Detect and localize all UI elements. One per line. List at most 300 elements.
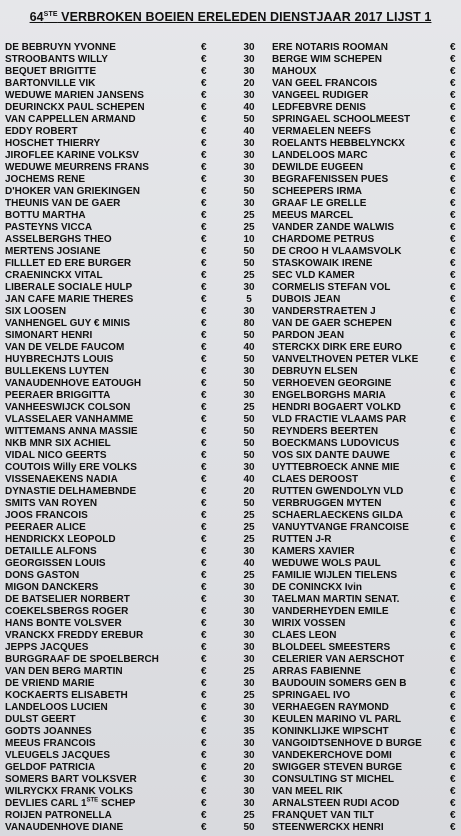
donation-amount: 30 [243, 642, 255, 653]
list-item [5, 462, 271, 474]
donor-name [5, 42, 116, 54]
donor-name [5, 810, 112, 822]
currency-symbol: € [450, 618, 456, 629]
donor-name [5, 354, 113, 366]
list-item [5, 702, 271, 714]
currency-symbol: € [450, 414, 456, 425]
donor-name-text: HANS BONTE VOLSVER [5, 618, 122, 629]
donor-name: VAN GEEL FRANCOIS [272, 78, 378, 89]
donor-name [5, 78, 95, 90]
donor-name: BAUDOUIN SOMERS GEN B [272, 678, 407, 689]
donor-name-text: PEERAER ALICE [5, 522, 86, 533]
list-item [5, 774, 271, 786]
donor-name: STASKOWAIK IRENE [272, 258, 373, 269]
list-item [5, 258, 271, 270]
list-item [5, 810, 271, 822]
donor-name-text: VANAUDENHOVE DIANE [5, 822, 124, 833]
list-item [5, 66, 271, 78]
list-item [5, 390, 271, 402]
donation-amount: 25 [243, 690, 255, 701]
donor-name: FRANQUET VAN TILT [272, 810, 374, 821]
donor-name-text: GODTS JOANNES [5, 726, 92, 737]
donor-name [5, 690, 128, 702]
donor-name-suffix: SCHEP [98, 798, 136, 809]
donor-name: VANDERHEYDEN EMILE [272, 606, 389, 617]
donor-name [5, 450, 107, 462]
currency-symbol: € [450, 318, 456, 329]
donor-name-text: VANAUDENHOVE EATOUGH [5, 378, 142, 389]
list-item [5, 54, 271, 66]
donation-amount: 30 [243, 582, 255, 593]
donor-name [5, 642, 88, 654]
donation-amount: 50 [243, 498, 255, 509]
list-item [5, 150, 271, 162]
donor-name: PARDON JEAN [272, 330, 345, 341]
donation-amount: 50 [243, 414, 255, 425]
list-item [272, 126, 460, 138]
donor-name: SCHEEPERS IRMA [272, 186, 363, 197]
donor-name [5, 270, 103, 282]
donor-name-text: HENDRICKX LEOPOLD [5, 534, 116, 545]
donor-name-text: LIBERALE SOCIALE HULP [5, 282, 133, 293]
donation-amount: 35 [243, 726, 255, 737]
list-item [5, 738, 271, 750]
donor-name: BOECKMANS LUDOVICUS [272, 438, 400, 449]
donor-name [5, 378, 141, 390]
currency-symbol: € [450, 54, 456, 65]
currency-symbol: € [450, 822, 456, 833]
donor-name-text: DEURINCKX PAUL SCHEPEN [5, 102, 145, 113]
donor-name: LANDELOOS MARC [272, 150, 368, 161]
currency-symbol: € [450, 798, 456, 809]
currency-symbol: € [201, 558, 207, 569]
currency-symbol: € [450, 246, 456, 257]
list-item [5, 750, 271, 762]
donor-name: VERMAELEN NEEFS [272, 126, 371, 137]
list-item [5, 342, 271, 354]
donor-name: UYTTEBROECK ANNE MIE [272, 462, 400, 473]
currency-symbol: € [450, 450, 456, 461]
donor-name [5, 150, 139, 162]
list-item [5, 762, 271, 774]
list-item [5, 162, 271, 174]
list-item [5, 654, 271, 666]
donor-name: WIRIX VOSSEN [272, 618, 346, 629]
donor-name-text: VRANCKX FREDDY EREBUR [5, 630, 144, 641]
list-item [272, 318, 460, 330]
list-item [272, 198, 460, 210]
donor-name-text: HUYBRECHJTS LOUIS [5, 354, 114, 365]
currency-symbol: € [201, 714, 207, 725]
currency-symbol: € [201, 330, 207, 341]
list-item [272, 582, 460, 594]
currency-symbol: € [201, 426, 207, 437]
list-item [272, 426, 460, 438]
donor-name [5, 702, 108, 714]
donor-name [5, 126, 78, 138]
list-item [272, 546, 460, 558]
list-item [5, 294, 271, 306]
donor-name: CLAES DEROOST [272, 474, 359, 485]
donor-name-text: JOOS FRANCOIS [5, 510, 88, 521]
donation-amount: 30 [243, 606, 255, 617]
donor-name-text: ASSELBERGHS THEO [5, 234, 112, 245]
donor-name [5, 678, 94, 690]
donation-amount: 30 [243, 630, 255, 641]
currency-symbol: € [201, 270, 207, 281]
currency-symbol: € [450, 666, 456, 677]
currency-symbol: € [450, 114, 456, 125]
list-item [272, 282, 460, 294]
currency-symbol: € [201, 90, 207, 101]
donor-name: CLAES LEON [272, 630, 337, 641]
donor-name [5, 390, 110, 402]
donor-name-text: SOMERS BART VOLKSVER [5, 774, 137, 785]
donor-name [5, 102, 145, 114]
currency-symbol: € [450, 366, 456, 377]
currency-symbol: € [201, 582, 207, 593]
donor-name-text: SIMONART HENRI [5, 330, 93, 341]
donor-name-text: EDDY ROBERT [5, 126, 78, 137]
list-item [272, 402, 460, 414]
currency-symbol: € [450, 66, 456, 77]
donor-name [5, 798, 135, 810]
currency-symbol: € [201, 102, 207, 113]
donor-name: RUTTEN GWENDOLYN VLD [272, 486, 404, 497]
donation-amount: 30 [243, 138, 255, 149]
list-item [272, 354, 460, 366]
donor-name-text: BULLEKENS LUYTEN [5, 366, 109, 377]
donor-name [5, 510, 88, 522]
donor-name: SPRINGAEL SCHOOLMEEST [272, 114, 411, 125]
donor-name: ARNALSTEEN RUDI ACOD [272, 798, 400, 809]
currency-symbol: € [201, 642, 207, 653]
list-item [272, 642, 460, 654]
donation-amount: 50 [243, 450, 255, 461]
donor-name [5, 822, 123, 834]
donation-amount: 30 [243, 798, 255, 809]
currency-symbol: € [450, 678, 456, 689]
donor-name [5, 210, 86, 222]
currency-symbol: € [450, 258, 456, 269]
donor-name [5, 342, 124, 354]
donor-name-text: D'HOKER VAN GRIEKINGEN [5, 186, 140, 197]
donation-amount: 25 [243, 270, 255, 281]
donor-name: TAELMAN MARTIN SENAT. [272, 594, 400, 605]
currency-symbol: € [201, 366, 207, 377]
list-item [5, 414, 271, 426]
donation-amount: 30 [243, 750, 255, 761]
donor-name-text: DETAILLE ALFONS [5, 546, 97, 557]
currency-symbol: € [450, 726, 456, 737]
currency-symbol: € [201, 150, 207, 161]
currency-symbol: € [201, 258, 207, 269]
currency-symbol: € [201, 678, 207, 689]
donor-name: SEC VLD KAMER [272, 270, 355, 281]
currency-symbol: € [201, 210, 207, 221]
donor-name: VOS SIX DANTE DAUWE [272, 450, 390, 461]
list-item [272, 822, 460, 834]
donor-name-text: JOCHEMS RENE [5, 174, 86, 185]
donor-name-text: JIROFLEE KARINE VOLKSV [5, 150, 139, 161]
donor-name [5, 186, 140, 198]
donor-name: REYNDERS BEERTEN [272, 426, 379, 437]
currency-symbol: € [450, 474, 456, 485]
currency-symbol: € [201, 726, 207, 737]
donation-amount: 30 [243, 702, 255, 713]
currency-symbol: € [201, 378, 207, 389]
donor-name-superscript: STE [86, 797, 99, 804]
donor-name [5, 594, 130, 606]
currency-symbol: € [201, 510, 207, 521]
donation-amount: 50 [243, 330, 255, 341]
donation-amount: 50 [243, 258, 255, 269]
list-item [5, 546, 271, 558]
donation-amount: 50 [243, 114, 255, 125]
currency-symbol: € [450, 606, 456, 617]
list-item [272, 462, 460, 474]
donor-name: LEDFEBVRE DENIS [272, 102, 366, 113]
currency-symbol: € [450, 354, 456, 365]
donor-name-text: DEVLIES CARL 1 [5, 798, 87, 809]
list-item [5, 102, 271, 114]
list-item [5, 438, 271, 450]
donor-name: VERHAEGEN RAYMOND [272, 702, 389, 713]
donor-name-text: DONS GASTON [5, 570, 80, 581]
donation-amount: 30 [243, 90, 255, 101]
currency-symbol: € [201, 114, 207, 125]
donation-amount: 30 [243, 594, 255, 605]
donor-name [5, 534, 116, 546]
list-item [5, 78, 271, 90]
donor-name [5, 498, 97, 510]
list-item [272, 342, 460, 354]
donation-amount: 25 [243, 510, 255, 521]
list-item [5, 354, 271, 366]
donor-name: CONSULTING ST MICHEL [272, 774, 395, 785]
list-item [5, 726, 271, 738]
donation-amount: 30 [243, 150, 255, 161]
donation-amount: 30 [243, 306, 255, 317]
donor-name: VANGOIDTSENHOVE D BURGE [272, 738, 422, 749]
currency-symbol: € [201, 522, 207, 533]
currency-symbol: € [450, 222, 456, 233]
currency-symbol: € [450, 522, 456, 533]
list-item [5, 174, 271, 186]
donor-name: ROELANTS HEBBELYNCKX [272, 138, 405, 149]
currency-symbol: € [201, 606, 207, 617]
donation-amount: 50 [243, 438, 255, 449]
list-item [272, 690, 460, 702]
list-item [5, 330, 271, 342]
currency-symbol: € [201, 546, 207, 557]
currency-symbol: € [450, 762, 456, 773]
donor-name [5, 66, 96, 78]
donor-name: MEEUS MARCEL [272, 210, 354, 221]
currency-symbol: € [201, 246, 207, 257]
currency-symbol: € [201, 738, 207, 749]
list-item [272, 498, 460, 510]
donor-name: VAN MEEL RIK [272, 786, 343, 797]
currency-symbol: € [201, 222, 207, 233]
currency-symbol: € [201, 354, 207, 365]
list-item [5, 666, 271, 678]
currency-symbol: € [201, 570, 207, 581]
donation-amount: 5 [246, 294, 252, 305]
currency-symbol: € [201, 534, 207, 545]
donor-name-text: SMITS VAN ROYEN [5, 498, 98, 509]
currency-symbol: € [450, 330, 456, 341]
donation-amount: 30 [243, 54, 255, 65]
currency-symbol: € [201, 186, 207, 197]
currency-symbol: € [201, 498, 207, 509]
list-item [5, 510, 271, 522]
donation-amount: 80 [243, 318, 255, 329]
donor-name-text: DYNASTIE DELHAMEBNDE [5, 486, 137, 497]
donor-name [5, 654, 159, 666]
list-item [272, 774, 460, 786]
list-item [272, 294, 460, 306]
donor-name [5, 558, 106, 570]
donor-name: VANDER ZANDE WALWIS [272, 222, 395, 233]
currency-symbol: € [201, 618, 207, 629]
list-item [272, 306, 460, 318]
list-item [272, 666, 460, 678]
donor-name-text: THEUNIS VAN DE GAER [5, 198, 121, 209]
currency-symbol: € [450, 642, 456, 653]
list-item [272, 90, 460, 102]
list-item [5, 90, 271, 102]
currency-symbol: € [201, 474, 207, 485]
list-item [5, 522, 271, 534]
donor-name [5, 738, 96, 750]
donor-name: VANVELTHOVEN PETER VLKE [272, 354, 419, 365]
currency-symbol: € [450, 714, 456, 725]
donation-amount: 30 [243, 66, 255, 77]
donor-name-text: WITTEMANS ANNA MASSIE [5, 426, 138, 437]
donor-name: HENDRI BOGAERT VOLKD [272, 402, 401, 413]
list-item [272, 78, 460, 90]
currency-symbol: € [201, 390, 207, 401]
currency-symbol: € [201, 690, 207, 701]
right-column [272, 42, 460, 834]
donor-name: FAMILIE WIJLEN TIELENS [272, 570, 398, 581]
list-item [5, 558, 271, 570]
donor-name: VANDEKERCHOVE DOMI [272, 750, 392, 761]
donor-name-text: LANDELOOS LUCIEN [5, 702, 108, 713]
donor-name-text: WEDUWE MARIEN JANSENS [5, 90, 144, 101]
currency-symbol: € [201, 318, 207, 329]
donor-name [5, 330, 92, 342]
donor-name: BLOLDEEL SMEESTERS [272, 642, 391, 653]
list-item [5, 642, 271, 654]
list-item [5, 246, 271, 258]
list-item [272, 378, 460, 390]
donor-name-text: COUTOIS Willy ERE VOLKS [5, 462, 137, 473]
list-item [272, 714, 460, 726]
list-item [272, 102, 460, 114]
list-item [5, 450, 271, 462]
donor-name: KONINKLIJKE WIPSCHT [272, 726, 389, 737]
currency-symbol: € [201, 774, 207, 785]
donation-amount: 30 [243, 198, 255, 209]
donor-name: KEULEN MARINO VL PARL [272, 714, 402, 725]
donor-name: RUTTEN J-R [272, 534, 332, 545]
list-item [272, 366, 460, 378]
list-item [272, 522, 460, 534]
list-item [272, 174, 460, 186]
currency-symbol: € [450, 594, 456, 605]
list-item [5, 606, 271, 618]
donation-amount: 25 [243, 570, 255, 581]
currency-symbol: € [201, 78, 207, 89]
list-item [5, 402, 271, 414]
donation-amount: 30 [243, 786, 255, 797]
donor-name: VANUYTVANGE FRANCOISE [272, 522, 409, 533]
donor-name [5, 606, 128, 618]
currency-symbol: € [450, 402, 456, 413]
donor-name [5, 234, 112, 246]
currency-symbol: € [450, 786, 456, 797]
donation-amount: 50 [243, 426, 255, 437]
currency-symbol: € [450, 210, 456, 221]
list-item [272, 678, 460, 690]
donor-name-text: DE BEBRUYN YVONNE [5, 42, 116, 53]
title-number: 64 [29, 10, 44, 24]
currency-symbol: € [450, 282, 456, 293]
list-item [5, 378, 271, 390]
donor-name [5, 774, 137, 786]
list-item [272, 750, 460, 762]
list-item [272, 474, 460, 486]
donation-amount: 20 [243, 486, 255, 497]
list-item [272, 762, 460, 774]
donor-name [5, 174, 85, 186]
donor-name [5, 546, 97, 558]
currency-symbol: € [450, 534, 456, 545]
donor-name [5, 666, 123, 678]
donation-amount: 50 [243, 186, 255, 197]
currency-symbol: € [201, 438, 207, 449]
list-item [272, 138, 460, 150]
list-item [272, 450, 460, 462]
donor-name [5, 414, 133, 426]
list-item [272, 558, 460, 570]
list-item [5, 270, 271, 282]
list-item [272, 606, 460, 618]
list-item [272, 330, 460, 342]
currency-symbol: € [450, 306, 456, 317]
list-item [272, 162, 460, 174]
donor-name: ERE NOTARIS ROOMAN [272, 42, 388, 53]
donor-name: VANGEEL RUDIGER [272, 90, 369, 101]
currency-symbol: € [201, 294, 207, 305]
donor-name [5, 714, 76, 726]
currency-symbol: € [201, 630, 207, 641]
donation-amount: 30 [243, 366, 255, 377]
donor-name [5, 258, 131, 270]
donor-name [5, 426, 138, 438]
list-item [272, 798, 460, 810]
list-item [5, 198, 271, 210]
donor-name: DE CONINCKX Ivin [272, 582, 363, 593]
currency-symbol: € [201, 654, 207, 665]
list-item [272, 438, 460, 450]
currency-symbol: € [201, 306, 207, 317]
list-item [5, 42, 271, 54]
donation-amount: 30 [243, 678, 255, 689]
donor-name-text: CRAENINCKX VITAL [5, 270, 103, 281]
